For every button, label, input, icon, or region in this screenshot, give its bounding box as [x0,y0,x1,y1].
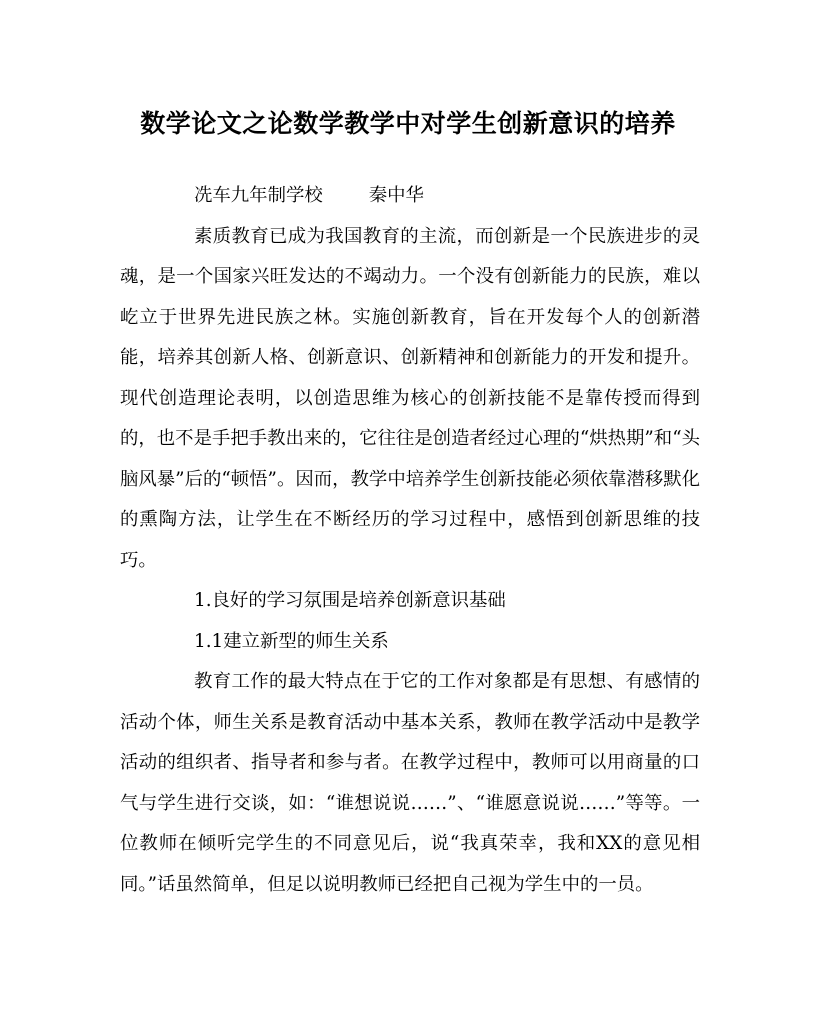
author-school: 冼车九年制学校 [194,185,323,206]
document-title: 数学论文之论数学教学中对学生创新意识的培养 [140,109,676,138]
document-body [120,176,700,905]
author-name: 秦中华 [368,185,424,206]
author-line [120,176,700,217]
section-heading-1: 1.良好的学习氛围是培养创新意识基础 [194,590,506,611]
section-heading-1-1: 1.1建立新型的师生关系 [194,630,389,652]
paragraph-teacher-student: 教育工作的最大特点在于它的工作对象都是有思想、有感情的活动个体，师生关系是教育活动中基本关系，教师在教学活动中是教学活动的组织者、指导者和参与者。在教学过程中，教师可以用商量的口气与学生进行交谈，如：“谁想说说……”、“谁愿意说说……”等等。一位教师在倾听完学生的不同意见后，说“我真荣幸，我和XX的意见相同。”话虽然简单，但足以说明教师已经把自己视为学生中的一员。 [120,671,700,895]
paragraph-intro: 素质教育已成为我国教育的主流，而创新是一个民族进步的灵魂，是一个国家兴旺发达的不竭动力。一个没有创新能力的民族，难以屹立于世界先进民族之林。实施创新教育，旨在开发每个人的创新潜能，培养其创新人格、创新意识、创新精神和创新能力的开发和提升。现代创造理论表明，以创造思维为核心的创新技能不是靠传授而得到的，也不是手把手教出来的，它往往是创造者经过心理的“烘热期”和“头脑风暴”后的“顿悟”。因而，教学中培养学生创新技能必须依靠潜移默化的熏陶方法，让学生在不断经历的学习过程中，感悟到创新思维的技巧。 [120,225,700,571]
